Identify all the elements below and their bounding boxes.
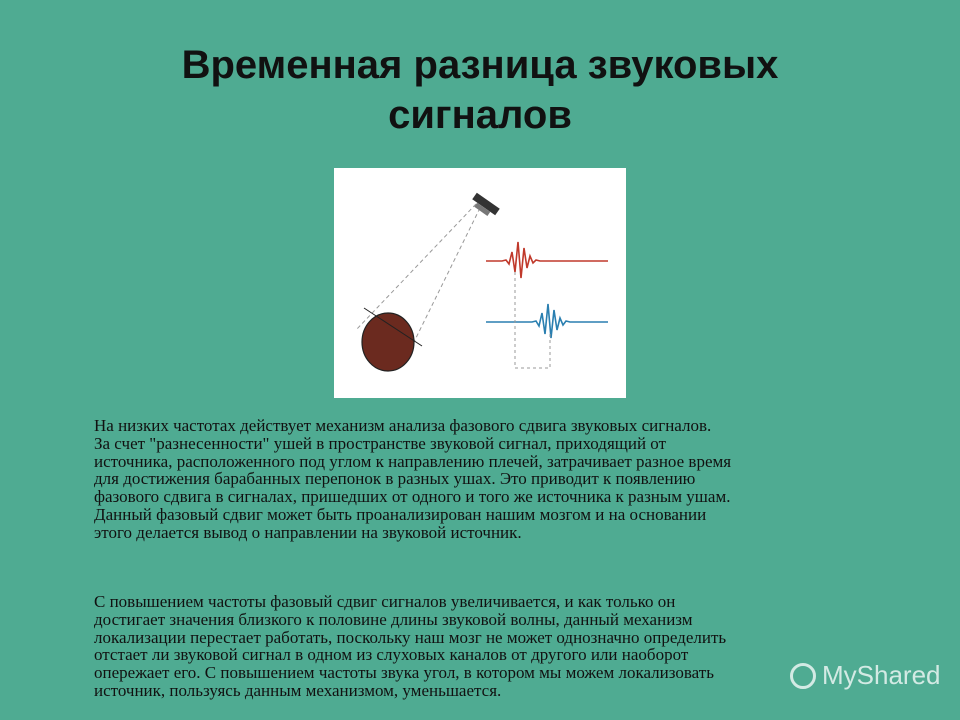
- text-line: Данный фазовый сдвиг может быть проанализирован нашим мозгом и на основании: [94, 504, 707, 524]
- right-ear-signal-wave: [486, 304, 608, 338]
- sound-path-left-ear: [356, 204, 476, 330]
- text-line: источник, пользуясь данным механизмом, уменьшается.: [94, 680, 502, 700]
- watermark: [790, 660, 941, 691]
- text-line: опережает его. С повышением частоты звука угол, в котором мы можем локализовать: [94, 663, 714, 683]
- illustration-svg: [334, 168, 626, 398]
- sound-path-right-ear: [412, 208, 480, 346]
- title-line-1: Временная разница звуковых: [181, 43, 779, 87]
- slide-title: [80, 40, 880, 140]
- watermark-logo-icon: [790, 663, 816, 689]
- text-line: этого делается вывод о направлении на звуковой источник.: [94, 522, 522, 542]
- text-line: На низких частотах действует механизм анализа фазового сдвига звуковых сигналов.: [94, 416, 712, 435]
- head-icon: [362, 313, 414, 371]
- left-ear-signal-wave: [486, 242, 608, 278]
- text-line: достигает значения близкого к половине длины звуковой волны, данный механизм: [94, 609, 693, 629]
- text-line: За счет "разнесенности" ушей в пространстве звуковой сигнал, приходящий от: [94, 433, 667, 453]
- text-line: источника, расположенного под углом к направлению плечей, затрачивает разное время: [94, 451, 732, 471]
- phase-shift-illustration: [334, 168, 626, 398]
- watermark-text: MyShared: [822, 660, 941, 690]
- text-line: для достижения барабанных перепонок в разных ушах. Это приводит к появлению: [94, 469, 696, 489]
- text-line: фазового сдвига в сигналах, пришедших от одного и того же источника к разным ушам.: [94, 487, 731, 507]
- text-line: С повышением частоты фазовый сдвиг сигналов увеличивается, и как только он: [94, 592, 676, 611]
- title-line-2: сигналов: [388, 93, 572, 137]
- text-line: локализации перестает работать, поскольку наш мозг не может однозначно определить: [94, 627, 727, 647]
- text-line: отстает ли звуковой сигнал в одном из слуховых каналов от другого или наоборот: [94, 645, 689, 665]
- paragraph-low-frequency: [94, 417, 914, 542]
